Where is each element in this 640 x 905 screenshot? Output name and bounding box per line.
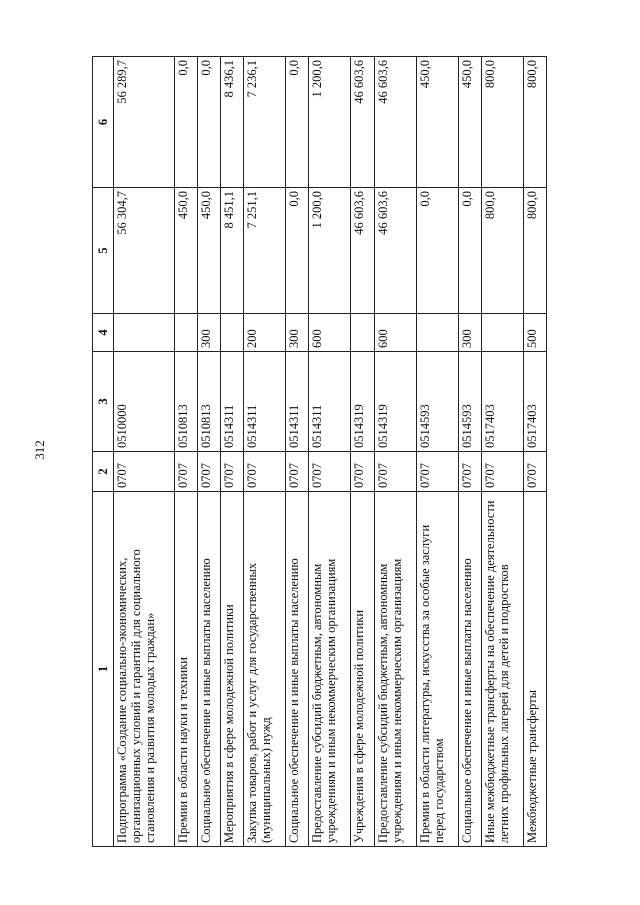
row-name-cell: Иные межбюджетные трансферты на обеспечение деятельности летних профильных лагерей для детей и подростков bbox=[481, 492, 523, 847]
row-expense-type-cell bbox=[416, 314, 458, 352]
table-header-row bbox=[93, 57, 114, 847]
row-section-cell: 0707 bbox=[374, 452, 416, 492]
row-amount-col6-cell: 7 236,1 bbox=[244, 57, 286, 188]
table-row bbox=[374, 57, 416, 847]
row-expense-type-cell bbox=[351, 314, 374, 352]
row-section-cell: 0707 bbox=[175, 452, 198, 492]
row-target-article-cell: 0514311 bbox=[221, 352, 244, 452]
row-name-cell: Предоставление субсидий бюджетным, автономным учреждениям и иным некоммерческим организациям bbox=[309, 492, 351, 847]
table-container bbox=[92, 57, 547, 847]
row-amount-col5-cell: 56 304,7 bbox=[114, 188, 175, 314]
table-row bbox=[244, 57, 286, 847]
header-col-4: 4 bbox=[93, 314, 114, 352]
row-amount-col6-cell: 46 603,6 bbox=[351, 57, 374, 188]
table-row bbox=[221, 57, 244, 847]
row-section-cell: 0707 bbox=[458, 452, 481, 492]
row-target-article-cell: 0514593 bbox=[416, 352, 458, 452]
row-target-article-cell: 0510000 bbox=[114, 352, 175, 452]
row-amount-col6-cell: 450,0 bbox=[458, 57, 481, 188]
row-name-cell: Мероприятия в сфере молодежной политики bbox=[221, 492, 244, 847]
table-row bbox=[416, 57, 458, 847]
row-expense-type-cell: 600 bbox=[374, 314, 416, 352]
row-amount-col6-cell: 0,0 bbox=[175, 57, 198, 188]
header-col-6: 6 bbox=[93, 57, 114, 188]
row-amount-col5-cell: 8 451,1 bbox=[221, 188, 244, 314]
row-name-cell: Социальное обеспечение и иные выплаты населению bbox=[458, 492, 481, 847]
row-amount-col5-cell: 0,0 bbox=[416, 188, 458, 314]
row-section-cell: 0707 bbox=[221, 452, 244, 492]
row-target-article-cell: 0514311 bbox=[244, 352, 286, 452]
row-section-cell: 0707 bbox=[286, 452, 309, 492]
row-expense-type-cell: 300 bbox=[198, 314, 221, 352]
row-name-cell: Социальное обеспечение и иные выплаты населению bbox=[286, 492, 309, 847]
row-amount-col5-cell: 800,0 bbox=[523, 188, 546, 314]
row-amount-col5-cell: 450,0 bbox=[198, 188, 221, 314]
rotated-table-frame bbox=[92, 57, 547, 847]
row-section-cell: 0707 bbox=[244, 452, 286, 492]
row-amount-col5-cell: 46 603,6 bbox=[351, 188, 374, 314]
table-row bbox=[198, 57, 221, 847]
row-amount-col6-cell: 800,0 bbox=[523, 57, 546, 188]
row-name-cell: Премии в области литературы, искусства за особые заслуги перед государством bbox=[416, 492, 458, 847]
row-amount-col6-cell: 800,0 bbox=[481, 57, 523, 188]
row-expense-type-cell: 600 bbox=[309, 314, 351, 352]
row-target-article-cell: 0514593 bbox=[458, 352, 481, 452]
row-target-article-cell: 0517403 bbox=[481, 352, 523, 452]
row-name-cell: Межбюджетные трансферты bbox=[523, 492, 546, 847]
row-amount-col6-cell: 1 200,0 bbox=[309, 57, 351, 188]
row-expense-type-cell bbox=[175, 314, 198, 352]
row-amount-col6-cell: 0,0 bbox=[286, 57, 309, 188]
header-col-2: 2 bbox=[93, 452, 114, 492]
row-amount-col5-cell: 0,0 bbox=[286, 188, 309, 314]
row-amount-col5-cell: 450,0 bbox=[175, 188, 198, 314]
row-target-article-cell: 0514319 bbox=[374, 352, 416, 452]
row-target-article-cell: 0514319 bbox=[351, 352, 374, 452]
row-target-article-cell: 0510813 bbox=[175, 352, 198, 452]
row-expense-type-cell: 300 bbox=[458, 314, 481, 352]
row-section-cell: 0707 bbox=[351, 452, 374, 492]
row-expense-type-cell bbox=[481, 314, 523, 352]
row-name-cell: Социальное обеспечение и иные выплаты населению bbox=[198, 492, 221, 847]
table-row bbox=[309, 57, 351, 847]
row-expense-type-cell: 200 bbox=[244, 314, 286, 352]
row-amount-col6-cell: 0,0 bbox=[198, 57, 221, 188]
row-amount-col5-cell: 1 200,0 bbox=[309, 188, 351, 314]
row-amount-col6-cell: 56 289,7 bbox=[114, 57, 175, 188]
row-section-cell: 0707 bbox=[309, 452, 351, 492]
row-section-cell: 0707 bbox=[416, 452, 458, 492]
header-col-1: 1 bbox=[93, 492, 114, 847]
row-expense-type-cell bbox=[221, 314, 244, 352]
row-target-article-cell: 0514311 bbox=[286, 352, 309, 452]
row-name-cell: Учреждения в сфере молодежной политики bbox=[351, 492, 374, 847]
budget-table bbox=[92, 56, 547, 847]
table-row bbox=[114, 57, 175, 847]
row-amount-col6-cell: 8 436,1 bbox=[221, 57, 244, 188]
row-name-cell: Подпрограмма «Создание социально-экономических, организационных условий и гарантий для социального становления и развития молодых граждан» bbox=[114, 492, 175, 847]
row-section-cell: 0707 bbox=[481, 452, 523, 492]
header-col-5: 5 bbox=[93, 188, 114, 314]
row-target-article-cell: 0517403 bbox=[523, 352, 546, 452]
row-name-cell: Предоставление субсидий бюджетным, автономным учреждениям и иным некоммерческим организациям bbox=[374, 492, 416, 847]
table-row bbox=[481, 57, 523, 847]
row-target-article-cell: 0510813 bbox=[198, 352, 221, 452]
table-row bbox=[458, 57, 481, 847]
row-section-cell: 0707 bbox=[198, 452, 221, 492]
row-amount-col5-cell: 0,0 bbox=[458, 188, 481, 314]
row-name-cell: Премии в области науки и техники bbox=[175, 492, 198, 847]
page-number: 312 bbox=[32, 440, 47, 460]
row-expense-type-cell: 500 bbox=[523, 314, 546, 352]
row-section-cell: 0707 bbox=[114, 452, 175, 492]
row-amount-col5-cell: 7 251,1 bbox=[244, 188, 286, 314]
row-amount-col5-cell: 800,0 bbox=[481, 188, 523, 314]
table-row bbox=[351, 57, 374, 847]
row-section-cell: 0707 bbox=[523, 452, 546, 492]
table-row bbox=[175, 57, 198, 847]
row-expense-type-cell: 300 bbox=[286, 314, 309, 352]
table-body bbox=[114, 57, 547, 847]
row-amount-col5-cell: 46 603,6 bbox=[374, 188, 416, 314]
row-target-article-cell: 0514311 bbox=[309, 352, 351, 452]
table-row bbox=[286, 57, 309, 847]
header-col-3: 3 bbox=[93, 352, 114, 452]
row-expense-type-cell bbox=[114, 314, 175, 352]
table-row bbox=[523, 57, 546, 847]
row-amount-col6-cell: 46 603,6 bbox=[374, 57, 416, 188]
row-amount-col6-cell: 450,0 bbox=[416, 57, 458, 188]
row-name-cell: Закупка товаров, работ и услуг для государственных (муниципальных) нужд bbox=[244, 492, 286, 847]
